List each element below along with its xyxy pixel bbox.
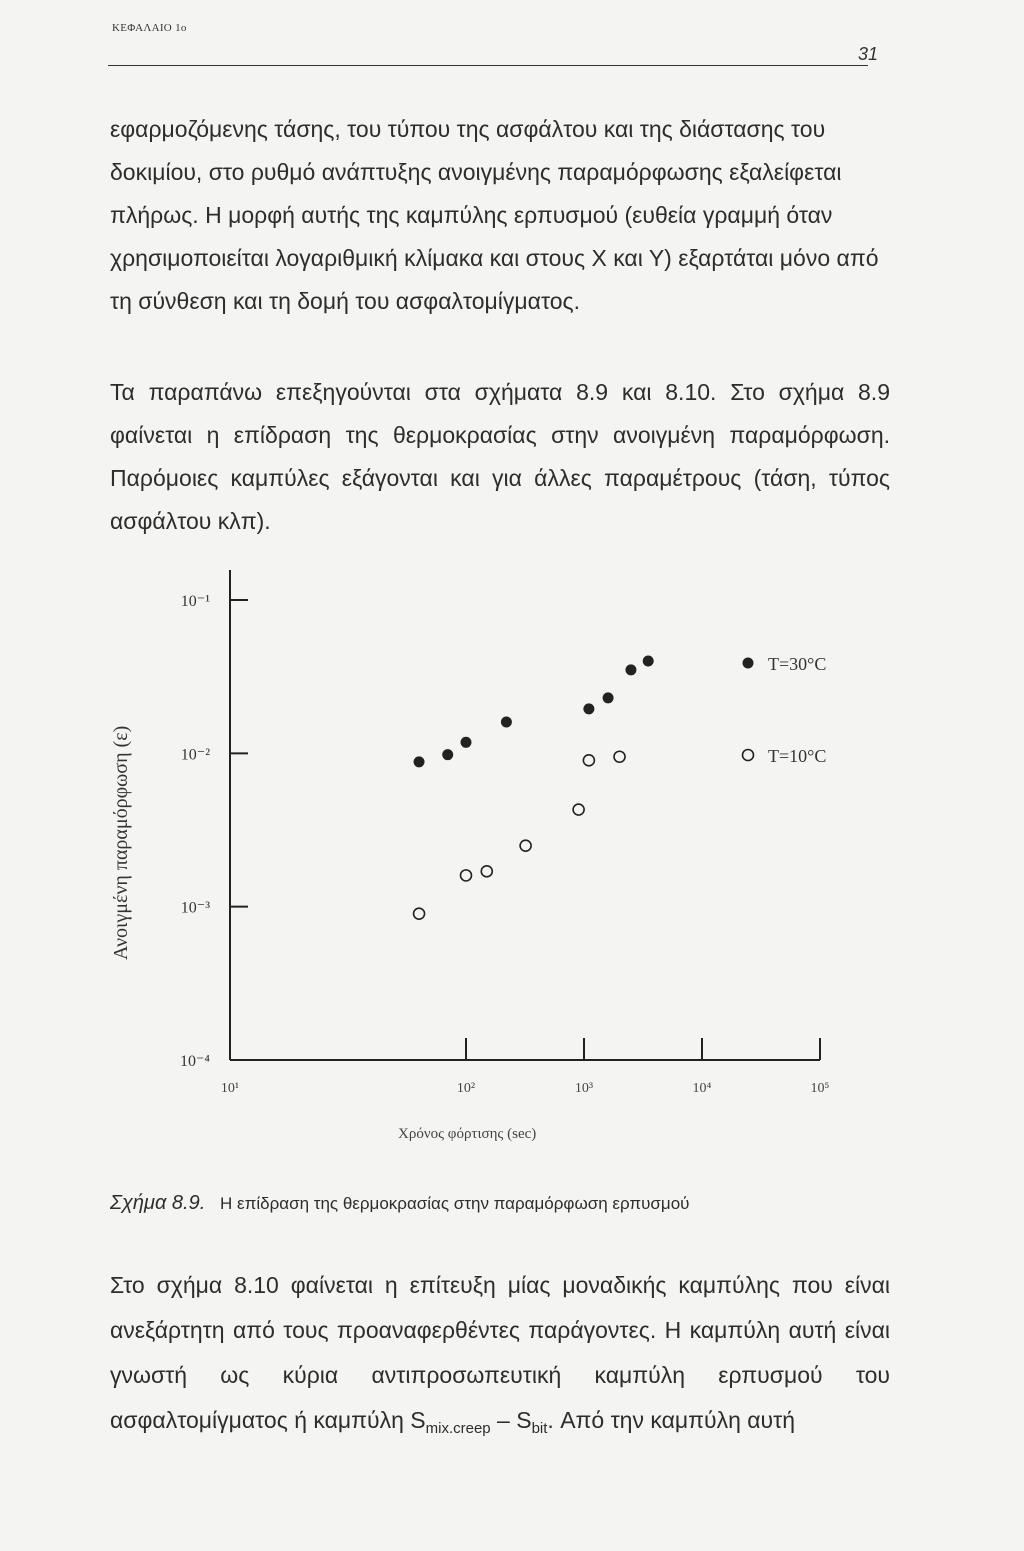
data-point-filled <box>461 737 471 747</box>
data-point-open <box>414 908 425 919</box>
legend-label: T=30°C <box>768 654 827 674</box>
caption-text: Η επίδραση της θερμοκρασίας στην παραμόρφωση ερπυσμού <box>220 1194 690 1213</box>
data-point-filled <box>501 717 511 727</box>
data-point-open <box>583 755 594 766</box>
x-tick-label: 10² <box>456 1081 476 1096</box>
data-point-open <box>573 804 584 815</box>
x-tick-label: 10¹ <box>220 1081 240 1096</box>
y-tick-label: 10⁻³ <box>180 899 210 917</box>
figure-8-9 <box>100 560 880 1160</box>
paragraph-3-start: Στο σχήμα 8.10 φαίνεται η επίτευξη μίας μοναδικής καμπύλης που είναι ανεξάρτητη από τους προαναφερθέντες παράγοντες. Η καμπύλη αυτή είναι γνωστή ως κύρια αντιπροσωπευτική καμπύλη ερπυσμού του ασφαλτομίγματος ή καμπύλη S <box>110 1272 890 1433</box>
data-point-filled <box>584 704 594 714</box>
caption-label: Σχήμα 8.9. <box>110 1192 206 1214</box>
chart-y-label: Ανοιγμένη παραμόρφωση (ε) <box>110 725 132 960</box>
header-rule <box>108 65 868 66</box>
page-number: 31 <box>858 44 879 64</box>
paragraph-3-dash: – S <box>490 1407 532 1433</box>
x-tick-label: 10³ <box>574 1081 594 1096</box>
y-tick-label: 10⁻² <box>180 746 210 764</box>
x-tick-label: 10⁵ <box>810 1081 830 1096</box>
paragraph-3 <box>110 1263 890 1451</box>
data-point-filled <box>643 656 653 666</box>
paragraph-1: εφαρμοζόμενης τάσης, του τύπου της ασφάλτου και της διάστασης του δοκιμίου, στο ρυθμό ανάπτυξης ανοιγμένης παραμόρφωσης εξαλείφεται πλήρως. Η μορφή αυτής της καμπύλης ερπυσμού (ευθεία γραμμή όταν χρησιμοποιείται λογαριθμική κλίμακα και στους Χ και Υ) εξαρτάται μόνο από τη σύνθεση και τη δομή του ασφαλτομίγματος. <box>110 116 879 314</box>
subscript-mix-creep: mix.creep <box>425 1420 491 1437</box>
data-point-filled <box>603 693 613 703</box>
paragraph-3-end: . Από την καμπύλη αυτή <box>547 1407 796 1433</box>
data-point-open <box>481 866 492 877</box>
data-point-filled <box>443 750 453 760</box>
legend-marker <box>743 750 754 761</box>
data-point-filled <box>626 665 636 675</box>
legend-label: T=10°C <box>768 746 827 766</box>
subscript-bit: bit <box>531 1420 548 1437</box>
legend-marker <box>743 658 753 668</box>
chapter-header: ΚΕΦΑΛΑΙΟ 1ο <box>112 22 187 34</box>
chart-x-label: Χρόνος φόρτισης (sec) <box>398 1126 537 1142</box>
data-point-open <box>614 751 625 762</box>
y-tick-label: 10⁻¹ <box>180 593 210 610</box>
data-point-open <box>461 870 472 881</box>
y-tick-label: 10⁻⁴ <box>179 1053 210 1070</box>
figure-caption <box>110 1192 689 1215</box>
data-point-filled <box>414 757 424 767</box>
data-point-open <box>520 840 531 851</box>
x-tick-label: 10⁴ <box>692 1081 712 1096</box>
paragraph-2: Τα παραπάνω επεξηγούνται στα σχήματα 8.9 και 8.10. Στο σχήμα 8.9 φαίνεται η επίδραση της θερμοκρασίας στην ανοιγμένη παραμόρφωση. Παρόμοιες καμπύλες εξάγονται και για άλλες παραμέτρους (τάση, τύπος ασφάλτου κλπ). <box>110 379 890 534</box>
creep-scatter-chart <box>100 560 880 1120</box>
